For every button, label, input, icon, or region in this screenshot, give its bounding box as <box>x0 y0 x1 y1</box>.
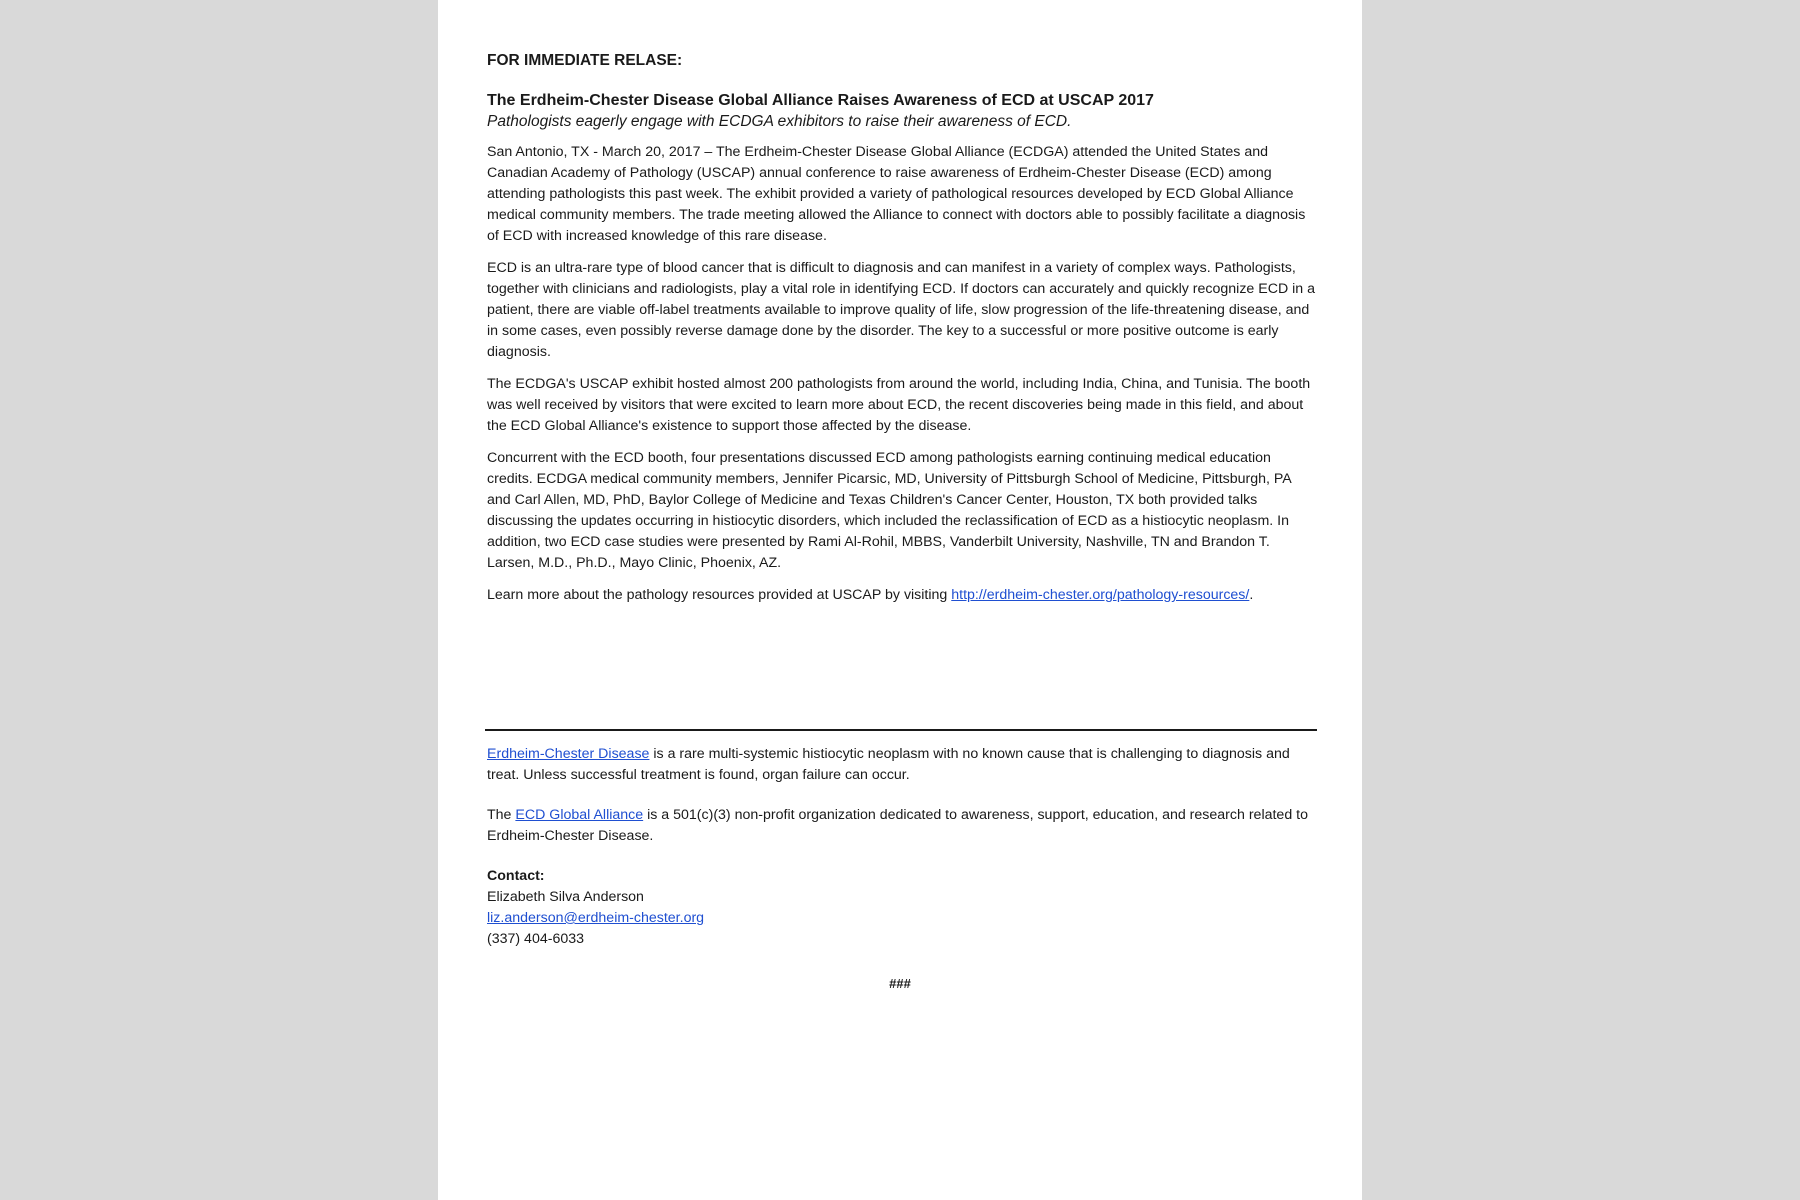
paragraph-exhibit: The ECDGA's USCAP exhibit hosted almost 200 pathologists from around the world, including India, China, and Tunisia. The booth was well received by visitors that were excited to learn more about ECD, the recent discoveries being made in this field, and about the ECD Global Alliance's existence to support those affected by the disease. <box>487 376 1311 434</box>
alliance-link[interactable]: ECD Global Alliance <box>515 807 644 823</box>
alliance-prefix: The <box>487 807 516 823</box>
release-label: FOR IMMEDIATE RELASE: <box>487 52 683 69</box>
headline: The Erdheim-Chester Disease Global Alliance Raises Awareness of ECD at USCAP 2017 <box>487 92 1154 109</box>
press-release-body <box>487 50 1317 617</box>
contact-phone: (337) 404-6033 <box>487 931 585 947</box>
contact-email-link[interactable]: liz.anderson@erdheim-chester.org <box>487 910 705 926</box>
paragraph-intro: San Antonio, TX - March 20, 2017 – The Erdheim-Chester Disease Global Alliance (ECDGA) attended the United States and Canadian Academy of Pathology (USCAP) annual conference to raise awareness of Erdheim-Chester Disease (ECD) among attending pathologists this past week. The exhibit provided a variety of pathological resources developed by ECD Global Alliance medical community members. The trade meeting allowed the Alliance to connect with doctors able to possibly facilitate a diagnosis of ECD with increased knowledge of this rare disease. <box>487 144 1306 244</box>
section-divider <box>485 729 1317 731</box>
document-page <box>438 0 1362 1200</box>
ecd-description <box>487 744 1317 786</box>
pathology-resources-link[interactable]: http://erdheim-chester.org/pathology-resources/ <box>951 587 1250 603</box>
paragraph-about-ecd: ECD is an ultra-rare type of blood cancer that is difficult to diagnosis and can manifest in a variety of complex ways. Pathologists, together with clinicians and radiologists, play a vital role in identifying ECD. If doctors can accurately and quickly recognize ECD in a patient, there are viable off-label treatments available to improve quality of life, slow progression of the life-threatening disease, and in some cases, even possibly reverse damage done by the disorder. The key to a successful or more positive outcome is early diagnosis. <box>487 260 1316 360</box>
paragraph-presentations: Concurrent with the ECD booth, four presentations discussed ECD among pathologists earning continuing medical education credits. ECDGA medical community members, Jennifer Picarsic, MD, University of Pittsburgh School of Medicine, Pittsburgh, PA and Carl Allen, MD, PhD, Baylor College of Medicine and Texas Children's Cancer Center, Houston, TX both provided talks discussing the updates occurring in histiocytic disorders, which included the reclassification of ECD as a histiocytic neoplasm. In addition, two ECD case studies were presented by Rami Al-Rohil, MBBS, Vanderbilt University, Nashville, TN and Brandon T. Larsen, M.D., Ph.D., Mayo Clinic, Phoenix, AZ. <box>487 450 1291 571</box>
learn-more-end: . <box>1249 587 1254 603</box>
boilerplate-section <box>487 744 1317 950</box>
contact-block <box>487 866 1317 950</box>
ecd-link[interactable]: Erdheim-Chester Disease <box>487 746 650 762</box>
subheadline: Pathologists eagerly engage with ECDGA exhibitors to raise their awareness of ECD. <box>487 113 1072 130</box>
contact-label: Contact: <box>487 868 545 884</box>
learn-more-paragraph <box>487 585 1317 606</box>
alliance-description-text: is a 501(c)(3) non-profit organization dedicated to awareness, support, education, and research related to Erdheim-Chester Disease. <box>487 807 1308 844</box>
ecd-description-text: is a rare multi-systemic histiocytic neoplasm with no known cause that is challenging to diagnosis and treat. Unless successful treatment is found, organ failure can occur. <box>487 746 1290 783</box>
contact-name: Elizabeth Silva Anderson <box>487 889 644 905</box>
learn-more-text: Learn more about the pathology resources provided at USCAP by visiting <box>487 587 952 603</box>
end-mark: ### <box>889 976 911 991</box>
alliance-description <box>487 805 1317 847</box>
